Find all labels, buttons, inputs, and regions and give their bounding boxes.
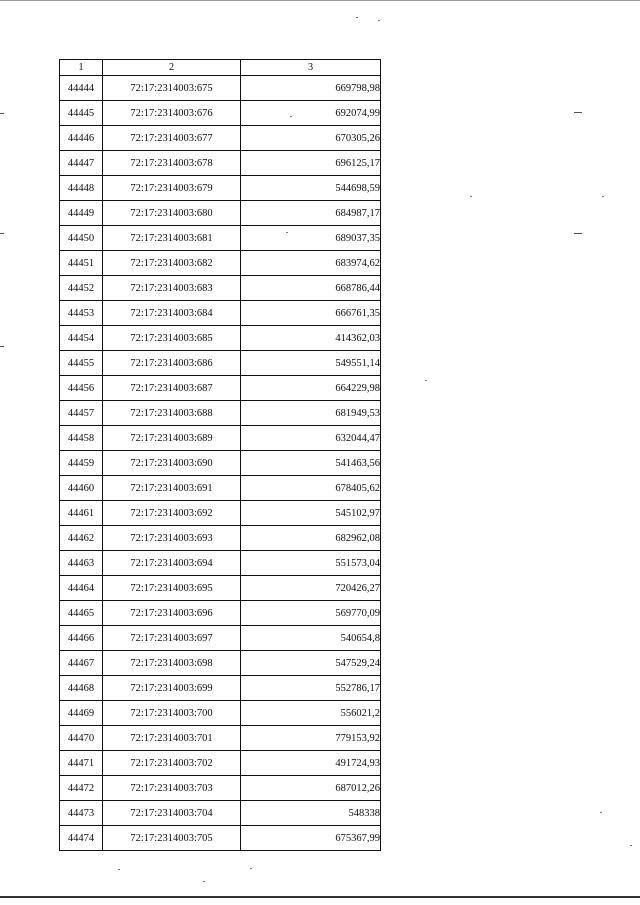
cadastral-number-cell: 72:17:2314003:701 bbox=[103, 726, 241, 751]
cadastral-number-cell: 72:17:2314003:696 bbox=[103, 601, 241, 626]
cadastral-number-cell: 72:17:2314003:704 bbox=[103, 801, 241, 826]
table-row bbox=[60, 76, 381, 101]
table-row bbox=[60, 651, 381, 676]
scan-speck bbox=[203, 881, 205, 882]
value-cell: 545102,97 bbox=[241, 501, 381, 526]
row-number-cell: 44448 bbox=[60, 176, 103, 201]
value-cell: 689037,35 bbox=[241, 226, 381, 251]
value-cell: 540654,8 bbox=[241, 626, 381, 651]
table-header-row bbox=[60, 60, 381, 76]
row-number-cell: 44450 bbox=[60, 226, 103, 251]
table-row bbox=[60, 351, 381, 376]
scan-speck bbox=[630, 845, 632, 846]
row-number-cell: 44447 bbox=[60, 151, 103, 176]
value-cell: 666761,35 bbox=[241, 301, 381, 326]
table-body bbox=[60, 76, 381, 851]
cadastral-number-cell: 72:17:2314003:676 bbox=[103, 101, 241, 126]
value-cell: 669798,98 bbox=[241, 76, 381, 101]
row-number-cell: 44465 bbox=[60, 601, 103, 626]
row-number-cell: 44466 bbox=[60, 626, 103, 651]
value-cell: 548338 bbox=[241, 801, 381, 826]
top-edge-rule bbox=[0, 0, 640, 1]
row-number-cell: 44463 bbox=[60, 551, 103, 576]
row-number-cell: 44452 bbox=[60, 276, 103, 301]
table-row bbox=[60, 476, 381, 501]
cadastral-number-cell: 72:17:2314003:697 bbox=[103, 626, 241, 651]
value-cell: 552786,17 bbox=[241, 676, 381, 701]
row-number-cell: 44462 bbox=[60, 526, 103, 551]
cadastral-number-cell: 72:17:2314003:692 bbox=[103, 501, 241, 526]
row-number-cell: 44453 bbox=[60, 301, 103, 326]
row-number-cell: 44457 bbox=[60, 401, 103, 426]
table-row bbox=[60, 101, 381, 126]
row-number-cell: 44471 bbox=[60, 751, 103, 776]
table-row bbox=[60, 251, 381, 276]
cadastral-number-cell: 72:17:2314003:699 bbox=[103, 676, 241, 701]
cadastral-number-cell: 72:17:2314003:687 bbox=[103, 376, 241, 401]
column-header-1: 1 bbox=[60, 60, 103, 76]
value-cell: 720426,27 bbox=[241, 576, 381, 601]
margin-mark bbox=[574, 233, 582, 234]
value-cell: 549551,14 bbox=[241, 351, 381, 376]
value-cell: 414362,03 bbox=[241, 326, 381, 351]
scan-speck bbox=[470, 196, 472, 197]
column-header-2: 2 bbox=[103, 60, 241, 76]
row-number-cell: 44445 bbox=[60, 101, 103, 126]
row-number-cell: 44454 bbox=[60, 326, 103, 351]
table-row bbox=[60, 526, 381, 551]
row-number-cell: 44459 bbox=[60, 451, 103, 476]
cadastral-number-cell: 72:17:2314003:680 bbox=[103, 201, 241, 226]
cadastral-number-cell: 72:17:2314003:683 bbox=[103, 276, 241, 301]
table-row bbox=[60, 126, 381, 151]
row-number-cell: 44469 bbox=[60, 701, 103, 726]
cadastral-number-cell: 72:17:2314003:705 bbox=[103, 826, 241, 851]
table-row bbox=[60, 201, 381, 226]
cadastral-number-cell: 72:17:2314003:694 bbox=[103, 551, 241, 576]
table-row bbox=[60, 301, 381, 326]
value-cell: 683974,62 bbox=[241, 251, 381, 276]
row-number-cell: 44472 bbox=[60, 776, 103, 801]
value-cell: 664229,98 bbox=[241, 376, 381, 401]
column-header-3: 3 bbox=[241, 60, 381, 76]
cadastral-number-cell: 72:17:2314003:690 bbox=[103, 451, 241, 476]
value-cell: 681949,53 bbox=[241, 401, 381, 426]
row-number-cell: 44449 bbox=[60, 201, 103, 226]
table-row bbox=[60, 801, 381, 826]
row-number-cell: 44455 bbox=[60, 351, 103, 376]
scan-speck bbox=[118, 869, 120, 870]
value-cell: 687012,26 bbox=[241, 776, 381, 801]
table-row bbox=[60, 176, 381, 201]
table-row bbox=[60, 776, 381, 801]
cadastral-number-cell: 72:17:2314003:702 bbox=[103, 751, 241, 776]
table-row bbox=[60, 701, 381, 726]
row-number-cell: 44444 bbox=[60, 76, 103, 101]
value-cell: 675367,99 bbox=[241, 826, 381, 851]
table-row bbox=[60, 576, 381, 601]
row-number-cell: 44474 bbox=[60, 826, 103, 851]
cadastral-number-cell: 72:17:2314003:691 bbox=[103, 476, 241, 501]
scan-speck bbox=[425, 380, 427, 381]
value-cell: 569770,09 bbox=[241, 601, 381, 626]
cadastral-number-cell: 72:17:2314003:685 bbox=[103, 326, 241, 351]
cadastral-number-cell: 72:17:2314003:679 bbox=[103, 176, 241, 201]
value-cell: 544698,59 bbox=[241, 176, 381, 201]
value-cell: 491724,93 bbox=[241, 751, 381, 776]
cadastral-number-cell: 72:17:2314003:686 bbox=[103, 351, 241, 376]
value-cell: 682962,08 bbox=[241, 526, 381, 551]
value-cell: 668786,44 bbox=[241, 276, 381, 301]
cadastral-number-cell: 72:17:2314003:678 bbox=[103, 151, 241, 176]
row-number-cell: 44470 bbox=[60, 726, 103, 751]
value-cell: 696125,17 bbox=[241, 151, 381, 176]
row-number-cell: 44467 bbox=[60, 651, 103, 676]
value-cell: 779153,92 bbox=[241, 726, 381, 751]
scan-speck bbox=[250, 868, 252, 869]
value-cell: 551573,04 bbox=[241, 551, 381, 576]
row-number-cell: 44461 bbox=[60, 501, 103, 526]
cadastral-number-cell: 72:17:2314003:684 bbox=[103, 301, 241, 326]
cadastral-number-cell: 72:17:2314003:677 bbox=[103, 126, 241, 151]
cadastral-number-cell: 72:17:2314003:698 bbox=[103, 651, 241, 676]
table-row bbox=[60, 601, 381, 626]
table-row bbox=[60, 326, 381, 351]
value-cell: 556021,2 bbox=[241, 701, 381, 726]
cadastral-number-cell: 72:17:2314003:700 bbox=[103, 701, 241, 726]
cadastral-number-cell: 72:17:2314003:682 bbox=[103, 251, 241, 276]
table-row bbox=[60, 726, 381, 751]
table-row bbox=[60, 626, 381, 651]
table-row bbox=[60, 276, 381, 301]
row-number-cell: 44451 bbox=[60, 251, 103, 276]
scan-speck bbox=[602, 196, 604, 197]
table-row bbox=[60, 826, 381, 851]
margin-mark bbox=[574, 112, 582, 113]
scan-speck bbox=[600, 812, 602, 813]
row-number-cell: 44464 bbox=[60, 576, 103, 601]
cadastral-number-cell: 72:17:2314003:675 bbox=[103, 76, 241, 101]
cadastral-value-table bbox=[59, 59, 381, 851]
margin-mark bbox=[0, 346, 4, 347]
row-number-cell: 44468 bbox=[60, 676, 103, 701]
scan-speck bbox=[378, 20, 380, 21]
table-row bbox=[60, 226, 381, 251]
margin-mark bbox=[0, 113, 4, 114]
margin-mark bbox=[0, 233, 4, 234]
cadastral-number-cell: 72:17:2314003:703 bbox=[103, 776, 241, 801]
cadastral-number-cell: 72:17:2314003:695 bbox=[103, 576, 241, 601]
table-row bbox=[60, 151, 381, 176]
row-number-cell: 44473 bbox=[60, 801, 103, 826]
value-cell: 684987,17 bbox=[241, 201, 381, 226]
table-row bbox=[60, 751, 381, 776]
row-number-cell: 44458 bbox=[60, 426, 103, 451]
table-row bbox=[60, 451, 381, 476]
cadastral-number-cell: 72:17:2314003:681 bbox=[103, 226, 241, 251]
row-number-cell: 44460 bbox=[60, 476, 103, 501]
table-row bbox=[60, 501, 381, 526]
cadastral-number-cell: 72:17:2314003:688 bbox=[103, 401, 241, 426]
table-row bbox=[60, 551, 381, 576]
value-cell: 692074,99 bbox=[241, 101, 381, 126]
row-number-cell: 44456 bbox=[60, 376, 103, 401]
value-cell: 547529,24 bbox=[241, 651, 381, 676]
bottom-edge-rule bbox=[0, 896, 640, 898]
value-cell: 632044,47 bbox=[241, 426, 381, 451]
row-number-cell: 44446 bbox=[60, 126, 103, 151]
value-cell: 678405,62 bbox=[241, 476, 381, 501]
scan-speck bbox=[356, 17, 358, 18]
table-row bbox=[60, 401, 381, 426]
table-row bbox=[60, 376, 381, 401]
table-row bbox=[60, 676, 381, 701]
value-cell: 670305,26 bbox=[241, 126, 381, 151]
value-cell: 541463,56 bbox=[241, 451, 381, 476]
table-row bbox=[60, 426, 381, 451]
cadastral-number-cell: 72:17:2314003:693 bbox=[103, 526, 241, 551]
cadastral-number-cell: 72:17:2314003:689 bbox=[103, 426, 241, 451]
